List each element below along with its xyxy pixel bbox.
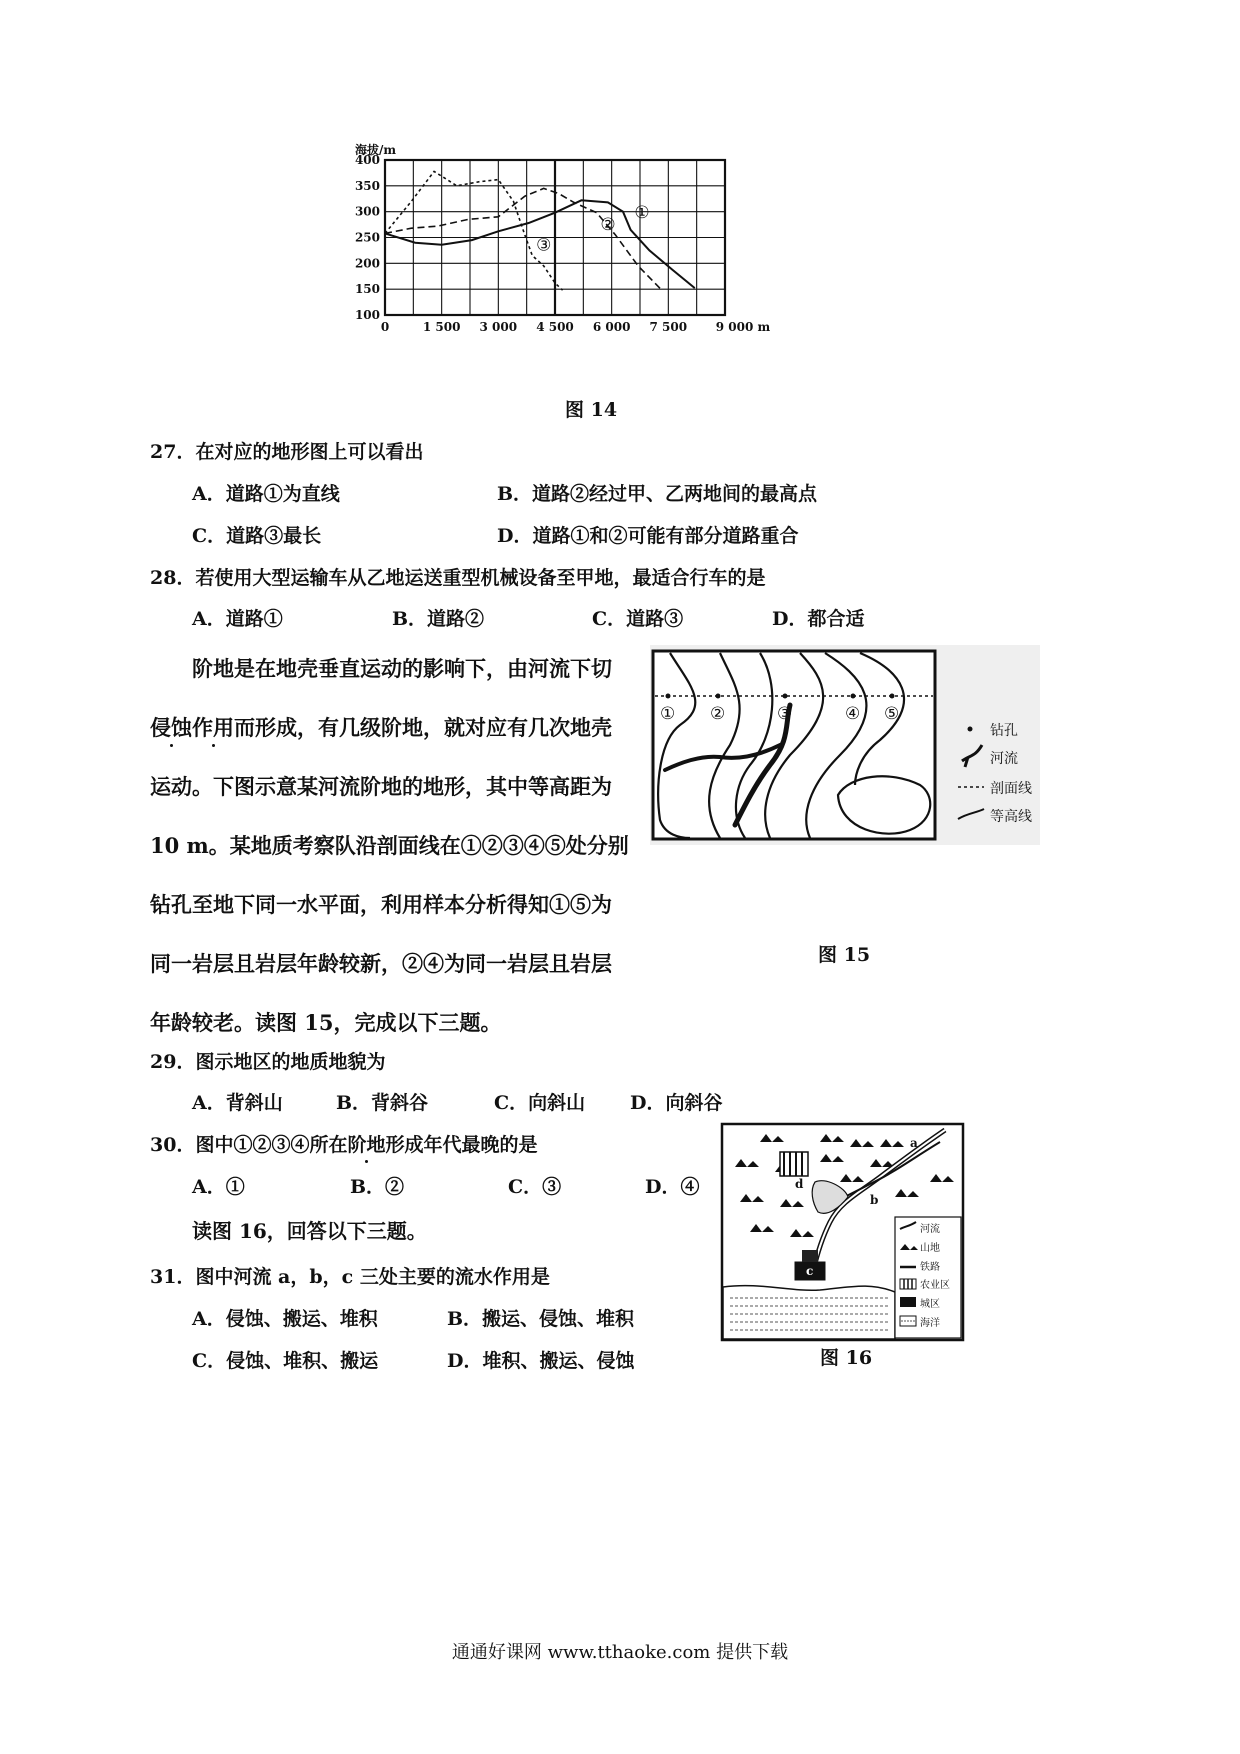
passage-line-5: 钻孔至地下同一水平面，利用样本分析得知①⑤为 bbox=[150, 892, 612, 917]
label-b: b bbox=[870, 1193, 879, 1207]
x-tick-label: 6 000 bbox=[592, 320, 631, 334]
road-label-1: ① bbox=[634, 202, 650, 223]
figure-14-caption: 图 14 bbox=[565, 399, 618, 421]
y-tick-label: 250 bbox=[354, 230, 380, 245]
label-a: a bbox=[910, 1136, 918, 1150]
y-tick-label: 300 bbox=[354, 204, 380, 219]
terrace-map bbox=[650, 645, 1040, 845]
point-label-1: ① bbox=[660, 704, 676, 724]
x-tick-label: 4 500 bbox=[536, 320, 574, 334]
q30-option-a[interactable]: A．① bbox=[192, 1176, 245, 1198]
q31-option-c[interactable]: C．侵蚀、堆积、搬运 bbox=[192, 1350, 379, 1372]
question-27-stem: 27．在对应的地形图上可以看出 bbox=[150, 441, 424, 463]
q31-option-a[interactable]: A．侵蚀、搬运、堆积 bbox=[192, 1308, 378, 1330]
read-figure-16: 读图 16，回答以下三题。 bbox=[192, 1219, 427, 1243]
q27-option-d[interactable]: D．道路①和②可能有部分道路重合 bbox=[497, 525, 799, 547]
passage-line-2 bbox=[150, 712, 612, 742]
x-tick-label: 3 000 bbox=[479, 320, 518, 334]
drill-hole bbox=[716, 694, 721, 699]
q29-option-a[interactable]: A．背斜山 bbox=[192, 1092, 283, 1114]
legend-sea: 海洋 bbox=[920, 1318, 940, 1329]
q31-option-d[interactable]: D．堆积、搬运、侵蚀 bbox=[447, 1350, 635, 1372]
legend-river: 河流 bbox=[990, 751, 1018, 767]
q28-option-d[interactable]: D．都合适 bbox=[772, 608, 865, 630]
figure-15-caption: 图 15 bbox=[818, 944, 871, 966]
road-label-2: ② bbox=[600, 214, 616, 235]
x-tick-label: 9 000 m bbox=[715, 320, 771, 334]
drill-hole bbox=[783, 694, 788, 699]
q28-option-c[interactable]: C．道路③ bbox=[592, 608, 684, 630]
point-label-2: ② bbox=[710, 704, 726, 724]
q30-stem-c: 形成年代最晚的是 bbox=[385, 1134, 538, 1156]
y-tick-label: 100 bbox=[354, 308, 380, 322]
passage-line-1: 阶地是在地壳垂直运动的影响下，由河流下切 bbox=[192, 656, 612, 681]
q29-option-b[interactable]: B．背斜谷 bbox=[336, 1092, 429, 1114]
point-label-5: ⑤ bbox=[884, 704, 900, 724]
label-c: c bbox=[806, 1264, 814, 1278]
passage-emph-1: 侵蚀 bbox=[150, 715, 192, 740]
q30-option-c[interactable]: C．③ bbox=[508, 1176, 562, 1198]
river-basin-map bbox=[720, 1122, 965, 1342]
passage-line-2-rest: 而形成，有几级阶地，就对应有几次地壳 bbox=[234, 715, 612, 740]
passage-line-3: 运动。下图示意某河流阶地的地形，其中等高距为 bbox=[150, 774, 612, 799]
point-label-4: ④ bbox=[845, 704, 861, 724]
q30-option-b[interactable]: B．② bbox=[350, 1176, 405, 1198]
figure-16-caption: 图 16 bbox=[820, 1347, 873, 1369]
y-tick-label: 400 bbox=[354, 153, 380, 167]
figure-15 bbox=[650, 645, 1040, 845]
q30-option-d[interactable]: D．④ bbox=[645, 1176, 700, 1198]
legend-drill: 钻孔 bbox=[990, 723, 1018, 739]
legend-farmland: 农业区 bbox=[920, 1280, 950, 1291]
legend-city: 城区 bbox=[920, 1299, 940, 1310]
drill-hole bbox=[666, 694, 671, 699]
elevation-chart bbox=[340, 140, 880, 380]
passage-line-6: 同一岩层且岩层年龄较新，②④为同一岩层且岩层 bbox=[150, 951, 612, 976]
q31-option-b[interactable]: B．搬运、侵蚀、堆积 bbox=[447, 1308, 635, 1330]
x-tick-label: 7 500 bbox=[649, 320, 688, 334]
question-30-stem bbox=[150, 1130, 537, 1157]
q28-option-a[interactable]: A．道路① bbox=[192, 608, 283, 630]
question-28-stem: 28．若使用大型运输车从乙地运送重型机械设备至甲地，最适合行车的是 bbox=[150, 567, 766, 589]
x-tick-label: 1 500 bbox=[422, 320, 461, 334]
drill-hole bbox=[851, 694, 856, 699]
page-footer: 通通好课网 www.tthaoke.com 提供下载 bbox=[451, 1642, 789, 1663]
y-tick-label: 200 bbox=[354, 256, 380, 271]
sea-area bbox=[723, 1286, 895, 1339]
figure-14 bbox=[340, 140, 880, 380]
passage-line-4: 10 m。某地质考察队沿剖面线在①②③④⑤处分别 bbox=[150, 833, 629, 858]
legend-profile: 剖面线 bbox=[990, 781, 1032, 797]
passage-emph-2: 作用 bbox=[192, 715, 234, 740]
legend-railway: 铁路 bbox=[920, 1262, 940, 1273]
chart-grid bbox=[385, 160, 725, 315]
q30-emph-1: 阶地 bbox=[347, 1134, 386, 1156]
q29-option-c[interactable]: C．向斜山 bbox=[494, 1092, 586, 1114]
question-31-stem: 31．图中河流 a，b，c 三处主要的流水作用是 bbox=[150, 1266, 550, 1288]
q29-option-d[interactable]: D．向斜谷 bbox=[630, 1092, 723, 1114]
map-frame bbox=[653, 651, 935, 839]
legend-contour: 等高线 bbox=[990, 809, 1032, 825]
drill-hole bbox=[890, 694, 895, 699]
y-tick-label: 150 bbox=[354, 282, 380, 297]
q30-stem-a: 30．图中①②③④所在 bbox=[150, 1134, 348, 1156]
point-label-3: ③ bbox=[777, 704, 793, 724]
figure-16 bbox=[720, 1122, 965, 1342]
y-tick-label: 350 bbox=[354, 178, 380, 193]
legend-city-icon bbox=[900, 1297, 916, 1307]
passage-line-7: 年龄较老。读图 15，完成以下三题。 bbox=[150, 1010, 502, 1035]
road-label-3: ③ bbox=[536, 235, 552, 256]
q27-option-b[interactable]: B．道路②经过甲、乙两地间的最高点 bbox=[497, 483, 818, 505]
q27-option-a[interactable]: A．道路①为直线 bbox=[192, 483, 340, 505]
legend-mountain: 山地 bbox=[920, 1243, 940, 1254]
label-d: d bbox=[795, 1177, 804, 1191]
question-29-stem: 29．图示地区的地质地貌为 bbox=[150, 1051, 386, 1073]
x-tick-label: 0 bbox=[380, 320, 390, 334]
q27-option-c[interactable]: C．道路③最长 bbox=[192, 525, 322, 547]
y-axis-label: 海拔/m bbox=[355, 143, 397, 157]
legend-river: 河流 bbox=[920, 1224, 940, 1235]
drill-hole-legend-icon bbox=[968, 727, 973, 732]
q28-option-b[interactable]: B．道路② bbox=[392, 608, 485, 630]
